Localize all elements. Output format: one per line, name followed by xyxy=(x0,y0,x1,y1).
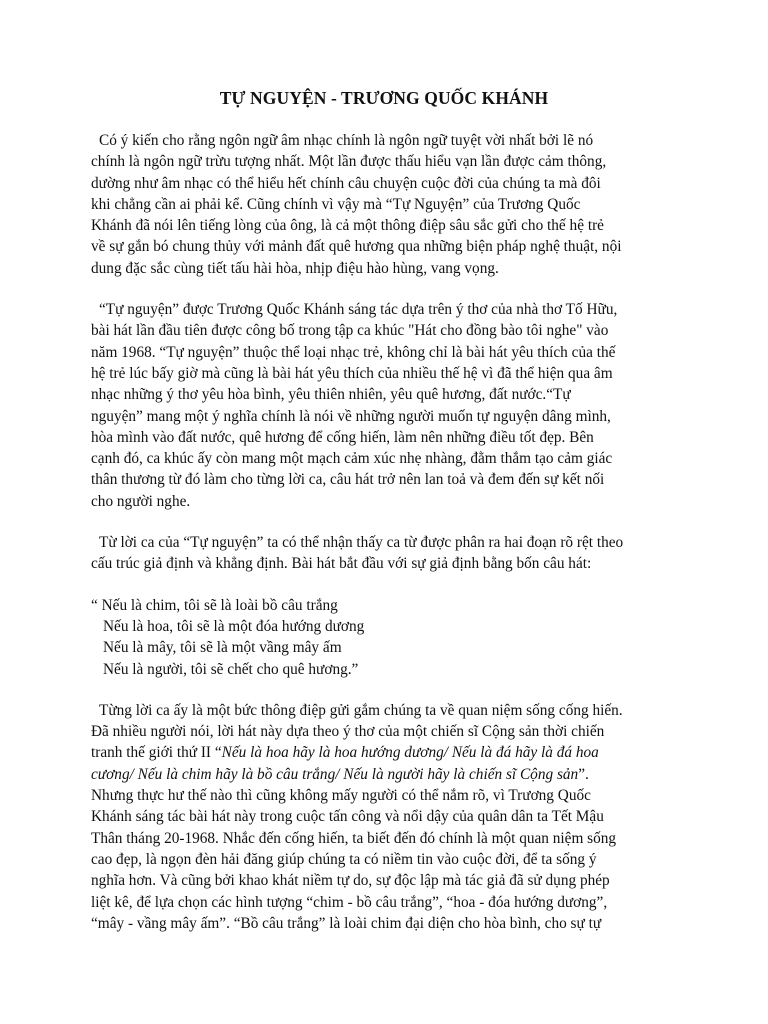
paragraph-line: Từng lời ca ấy là một bức thông điệp gửi gắm chúng ta về quan niệm sống cống hiến. xyxy=(99,701,623,719)
paragraph-line: “Tự nguyện” được Trương Quốc Khánh sáng tác dựa trên ý thơ của nhà thơ Tố Hữu, xyxy=(99,301,618,319)
paragraph-line: Khánh sáng tác bài hát này trong cuộc tấn công và nổi dậy của quân dân ta Tết Mậu xyxy=(91,808,604,826)
paragraph-line: Nhưng thực hư thế nào thì cũng không mấy người có thể nắm rõ, vì Trương Quốc xyxy=(91,787,591,805)
verse-quote xyxy=(91,595,681,680)
paragraph-line: Đã nhiều người nói, lời hát này dựa theo ý thơ của một chiến sĩ Cộng sản thời chiến xyxy=(91,723,605,741)
verse-line: Nếu là người, tôi sẽ chết cho quê hương.” xyxy=(103,660,359,678)
paragraph-2 xyxy=(91,299,681,512)
paragraph-line: nghĩa hơn. Và cũng bởi khao khát niềm tự do, sự độc lập mà tác giả đã sử dụng phép xyxy=(91,872,610,890)
paragraph-3 xyxy=(91,532,681,575)
plain-text: tranh thế giới thứ II “ xyxy=(91,744,222,762)
paragraph-line xyxy=(91,742,681,763)
paragraph-1 xyxy=(91,130,681,279)
paragraph-line: liệt kê, để lựa chọn các hình tượng “chim - bồ câu trắng”, “hoa - đóa hướng dương”, xyxy=(91,893,608,911)
paragraph-line: bài hát lần đầu tiên được công bố trong tập ca khúc "Hát cho đồng bào tôi nghe" vào xyxy=(91,322,609,340)
paragraph-line: Khánh đã nói lên tiếng lòng của ông, là cả một thông điệp sâu sắc gửi cho thế hệ trẻ xyxy=(91,217,604,235)
paragraph-line: nguyện” mang một ý nghĩa chính là nói về những người muốn tự nguyện dâng mình, xyxy=(91,407,611,425)
paragraph-line: cấu trúc giả định và khẳng định. Bài hát bắt đầu với sự giả định bằng bốn câu hát: xyxy=(91,555,592,573)
paragraph-line: cho người nghe. xyxy=(91,492,191,510)
paragraph-line: dung đặc sắc cùng tiết tấu hài hòa, nhịp điệu hào hùng, vang vọng. xyxy=(91,259,499,277)
paragraph-line: hòa mình vào đất nước, quê hương để cống hiến, làm nên những điều tốt đẹp. Bên xyxy=(91,428,594,446)
paragraph-line: năm 1968. “Tự nguyện” thuộc thể loại nhạc trẻ, không chỉ là bài hát yêu thích của thế xyxy=(91,343,616,361)
paragraph-line xyxy=(91,764,681,785)
paragraph-line: về sự gắn bó chung thủy với mảnh đất quê hương qua những biện pháp nghệ thuật, nội xyxy=(91,238,622,256)
paragraph-line: Từ lời ca của “Tự nguyện” ta có thể nhận thấy ca từ được phân ra hai đoạn rõ rệt theo xyxy=(99,534,624,552)
verse-line: Nếu là mây, tôi sẽ là một vầng mây ấm xyxy=(103,639,342,657)
paragraph-line: nhạc những ý thơ yêu hòa bình, yêu thiên nhiên, yêu quê hương, đất nước.“Tự xyxy=(91,386,571,404)
paragraph-line: “mây - vầng mây ấm”. “Bồ câu trắng” là loài chim đại diện cho hòa bình, cho sự tự xyxy=(91,914,602,932)
document-title: TỰ NGUYỆN - TRƯƠNG QUỐC KHÁNH xyxy=(219,88,549,108)
paragraph-line: cạnh đó, ca khúc ấy còn mang một mạch cảm xúc nhẹ nhàng, đằm thắm tạo cảm giác xyxy=(91,450,613,468)
paragraph-line: Thân tháng 20-1968. Nhắc đến cống hiến, ta biết đến đó chính là một quan niệm sống xyxy=(91,829,617,847)
paragraph-line: thân thương từ đó làm cho từng lời ca, câu hát trở nên lan toả và đem đến sự kết nối xyxy=(91,471,605,489)
italic-quote: cương/ Nếu là chim hãy là bồ câu trắng/ Nếu là người hãy là chiến sĩ Cộng sản xyxy=(91,765,579,783)
paragraph-line: cao đẹp, là ngọn đèn hải đăng giúp chúng ta có niềm tin vào cuộc đời, để ta sống ý xyxy=(91,850,597,868)
plain-text: ”. xyxy=(578,765,589,783)
paragraph-4 xyxy=(91,700,681,934)
italic-quote: Nếu là hoa hãy là hoa hướng dương/ Nếu là đá hãy là đá hoa xyxy=(221,744,599,762)
verse-line: “ Nếu là chim, tôi sẽ là loài bồ câu trắng xyxy=(91,596,338,614)
paragraph-line: khi chẳng cần ai phải kể. Cũng chính vì vậy mà “Tự Nguyện” của Trương Quốc xyxy=(91,195,581,213)
verse-line: Nếu là hoa, tôi sẽ là một đóa hướng dương xyxy=(103,617,365,635)
paragraph-line: chính là ngôn ngữ trừu tượng nhất. Một lần được thấu hiểu vạn lần được cảm thông, xyxy=(91,153,607,171)
document-body xyxy=(91,130,681,954)
paragraph-line: dường như âm nhạc có thể hiểu hết chính câu chuyện cuộc đời của chúng ta mà đôi xyxy=(91,174,601,192)
paragraph-line: hệ trẻ lúc bấy giờ mà cũng là bài hát yêu thích của nhiều thế hệ vì đã thể hiện qua âm xyxy=(91,364,613,382)
paragraph-line: Có ý kiến cho rằng ngôn ngữ âm nhạc chính là ngôn ngữ tuyệt vời nhất bởi lẽ nó xyxy=(99,132,594,149)
